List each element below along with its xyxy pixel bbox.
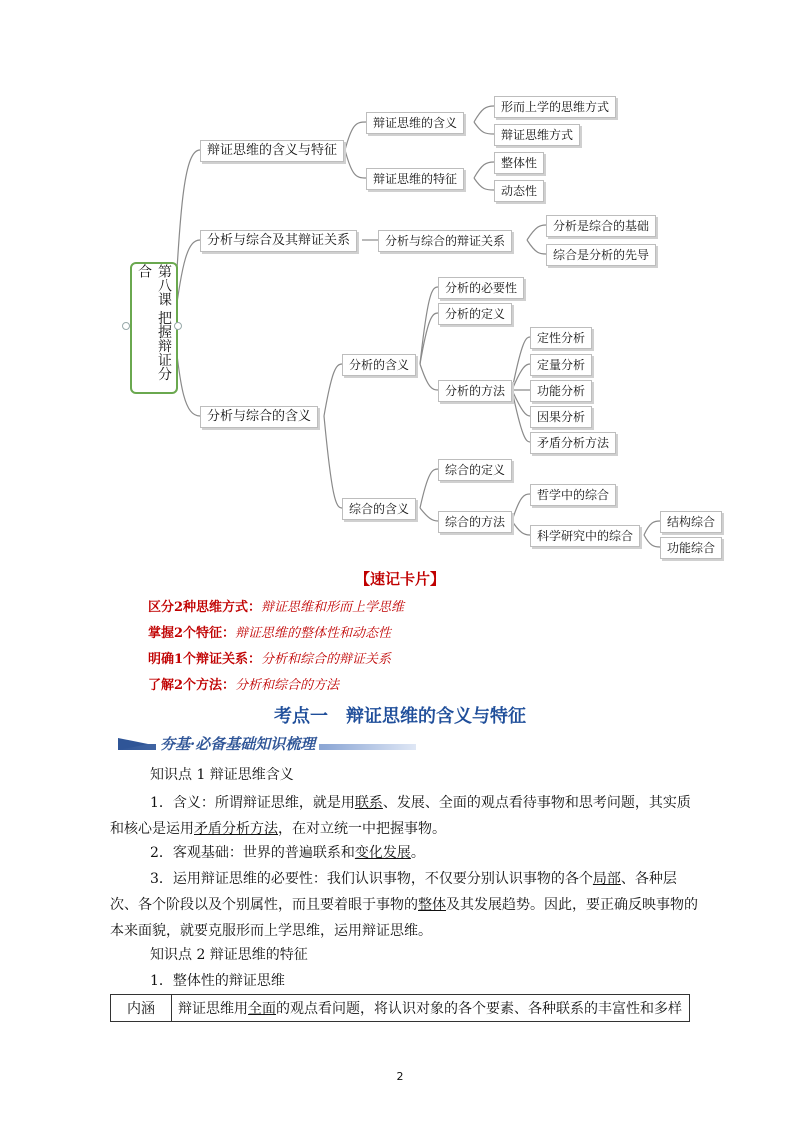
- paragraph-meaning: [110, 790, 700, 842]
- node-label: 矛盾分析方法: [537, 436, 610, 450]
- mindmap-leaf[interactable]: [494, 180, 544, 202]
- collapse-left-icon[interactable]: [122, 322, 130, 330]
- underlined-text: 整体: [418, 897, 446, 913]
- card-title: 【速记卡片】: [354, 570, 445, 588]
- paragraph-necessity: [110, 866, 700, 944]
- mindmap-leaf[interactable]: [530, 327, 592, 349]
- section-banner: [118, 736, 416, 754]
- card-value: 分析和综合的方法: [235, 678, 340, 693]
- node-label: 动态性: [501, 184, 538, 198]
- node-label: 科学研究中的综合: [537, 529, 634, 543]
- card-value: 辩证思维的整体性和动态性: [235, 626, 392, 641]
- card-key: 明确1个辩证关系：: [148, 652, 262, 667]
- mindmap-node-analysis-meaning[interactable]: [342, 354, 416, 376]
- node-label: 辩证思维方式: [501, 128, 574, 142]
- card-key: 掌握2个特征：: [148, 626, 236, 641]
- mindmap-node-dialectical-thinking[interactable]: [200, 140, 344, 162]
- mindmap-leaf[interactable]: [530, 484, 616, 506]
- node-label: 分析是综合的基础: [553, 219, 650, 233]
- table-cell-content: [172, 995, 690, 1022]
- node-label: 功能综合: [667, 541, 716, 555]
- text: 的观点看问题，将认识对象的各个要素、各种联系的丰富性和多样: [276, 1001, 682, 1017]
- mindmap-leaf[interactable]: [438, 277, 524, 299]
- node-label: 定性分析: [537, 331, 586, 345]
- mindmap-node-analysis-method[interactable]: [438, 380, 512, 402]
- text: 辩证思维用: [178, 1001, 248, 1017]
- node-label: 综合的方法: [445, 515, 506, 529]
- node-label: 分析的方法: [445, 384, 506, 398]
- underlined-text: 全面: [248, 1001, 276, 1017]
- mindmap-leaf[interactable]: [494, 152, 544, 174]
- mindmap-leaf[interactable]: [530, 432, 616, 454]
- mindmap-node-analysis-synthesis-relation[interactable]: [200, 230, 357, 252]
- mindmap-root-node[interactable]: [130, 262, 178, 394]
- mindmap-leaf[interactable]: [530, 406, 592, 428]
- card-line: [148, 622, 391, 641]
- mindmap-leaf[interactable]: [660, 537, 722, 559]
- mindmap-leaf[interactable]: [660, 511, 722, 533]
- node-label: 整体性: [501, 156, 538, 170]
- mindmap-leaf[interactable]: [438, 459, 512, 481]
- mindmap-node-dt-features[interactable]: [366, 168, 464, 190]
- card-line: [148, 674, 339, 693]
- node-label: 辩证思维的含义: [373, 116, 458, 130]
- node-label: 辩证思维的含义与特征: [207, 143, 338, 158]
- text: 2．客观基础：世界的普遍联系和: [150, 845, 355, 861]
- card-key: 了解2个方法：: [148, 678, 236, 693]
- subheading-wholeness: 1．整体性的辩证思维: [150, 973, 285, 989]
- table-row: [111, 995, 690, 1022]
- card-value: 分析和综合的辩证关系: [261, 652, 392, 667]
- node-label: 分析与综合及其辩证关系: [207, 233, 351, 248]
- card-line: [148, 596, 404, 615]
- node-label: 分析与综合的辩证关系: [385, 234, 506, 248]
- knowledge-point-1: 知识点 1 辩证思维含义: [150, 767, 294, 783]
- mindmap-leaf[interactable]: [546, 244, 656, 266]
- node-label: 定量分析: [537, 358, 586, 372]
- text: 1．含义：所谓辩证思维，就是用: [150, 795, 355, 811]
- mindmap-root-label: 第八课 把握辩证分合: [136, 264, 172, 381]
- node-label: 形而上学的思维方式: [501, 100, 610, 114]
- text: 、发展、全面的观点看待事物和思考问题，其实质和核心是运用: [110, 795, 691, 837]
- node-label: 分析的必要性: [445, 281, 518, 295]
- mindmap-node-analysis-synthesis-meaning[interactable]: [200, 406, 318, 428]
- mindmap-leaf[interactable]: [494, 124, 580, 146]
- underlined-text: 变化发展: [354, 845, 411, 861]
- node-label: 综合是分析的先导: [553, 248, 650, 262]
- text: 、各种层次、各个阶段以及个别属性，而且要着眼于事物的: [110, 871, 677, 913]
- text: 3．运用辩证思维的必要性：我们认识事物，不仅要分别认识事物的各个: [150, 871, 593, 887]
- underlined-text: 联系: [354, 795, 383, 811]
- collapse-right-icon[interactable]: [174, 322, 182, 330]
- mindmap-node-synthesis-method[interactable]: [438, 511, 512, 533]
- card-key: 区分2种思维方式：: [148, 600, 262, 615]
- section-title: 考点一 辩证思维的含义与特征: [274, 706, 526, 727]
- node-label: 结构综合: [667, 515, 716, 529]
- node-label: 功能分析: [537, 384, 586, 398]
- definition-table: [110, 994, 690, 1022]
- node-label: 分析的定义: [445, 307, 506, 321]
- card-value: 辩证思维和形而上学思维: [261, 600, 405, 615]
- text: ，在对立统一中把握事物。: [278, 821, 446, 837]
- node-label: 辩证思维的特征: [373, 172, 458, 186]
- mindmap-node-dt-meaning[interactable]: [366, 112, 464, 134]
- node-label: 因果分析: [537, 410, 586, 424]
- card-line: [148, 648, 391, 667]
- mindmap-leaf[interactable]: [530, 380, 592, 402]
- text: 。: [410, 845, 425, 861]
- node-label: 分析的含义: [349, 358, 410, 372]
- mindmap-leaf[interactable]: [546, 215, 656, 237]
- mindmap-node-dialectical-relation[interactable]: [378, 230, 512, 252]
- underlined-text: 矛盾分析方法: [194, 821, 278, 837]
- mindmap-leaf[interactable]: [438, 303, 512, 325]
- table-cell-label: 内涵: [111, 995, 172, 1022]
- mindmap-leaf[interactable]: [530, 354, 592, 376]
- banner-arrow-icon: [118, 738, 148, 750]
- node-label: 综合的含义: [349, 502, 410, 516]
- node-label: 分析与综合的含义: [207, 409, 312, 424]
- mindmap-node-sci-research[interactable]: [530, 525, 640, 547]
- node-label: 哲学中的综合: [537, 488, 610, 502]
- mindmap-leaf[interactable]: [494, 96, 616, 118]
- banner-text: 夯基·必备基础知识梳理: [156, 733, 319, 754]
- knowledge-point-2: 知识点 2 辩证思维的特征: [150, 947, 308, 963]
- text: 及其发展趋势。因此，要正确反映事物的本来面貌，就要克服形而上学思维，运用辩证思维。: [110, 897, 698, 939]
- underlined-text: 局部: [592, 871, 621, 887]
- mindmap-node-synthesis-meaning[interactable]: [342, 498, 416, 520]
- paragraph-basis: [110, 840, 700, 866]
- node-label: 综合的定义: [445, 463, 506, 477]
- page-number: 2: [396, 1070, 404, 1083]
